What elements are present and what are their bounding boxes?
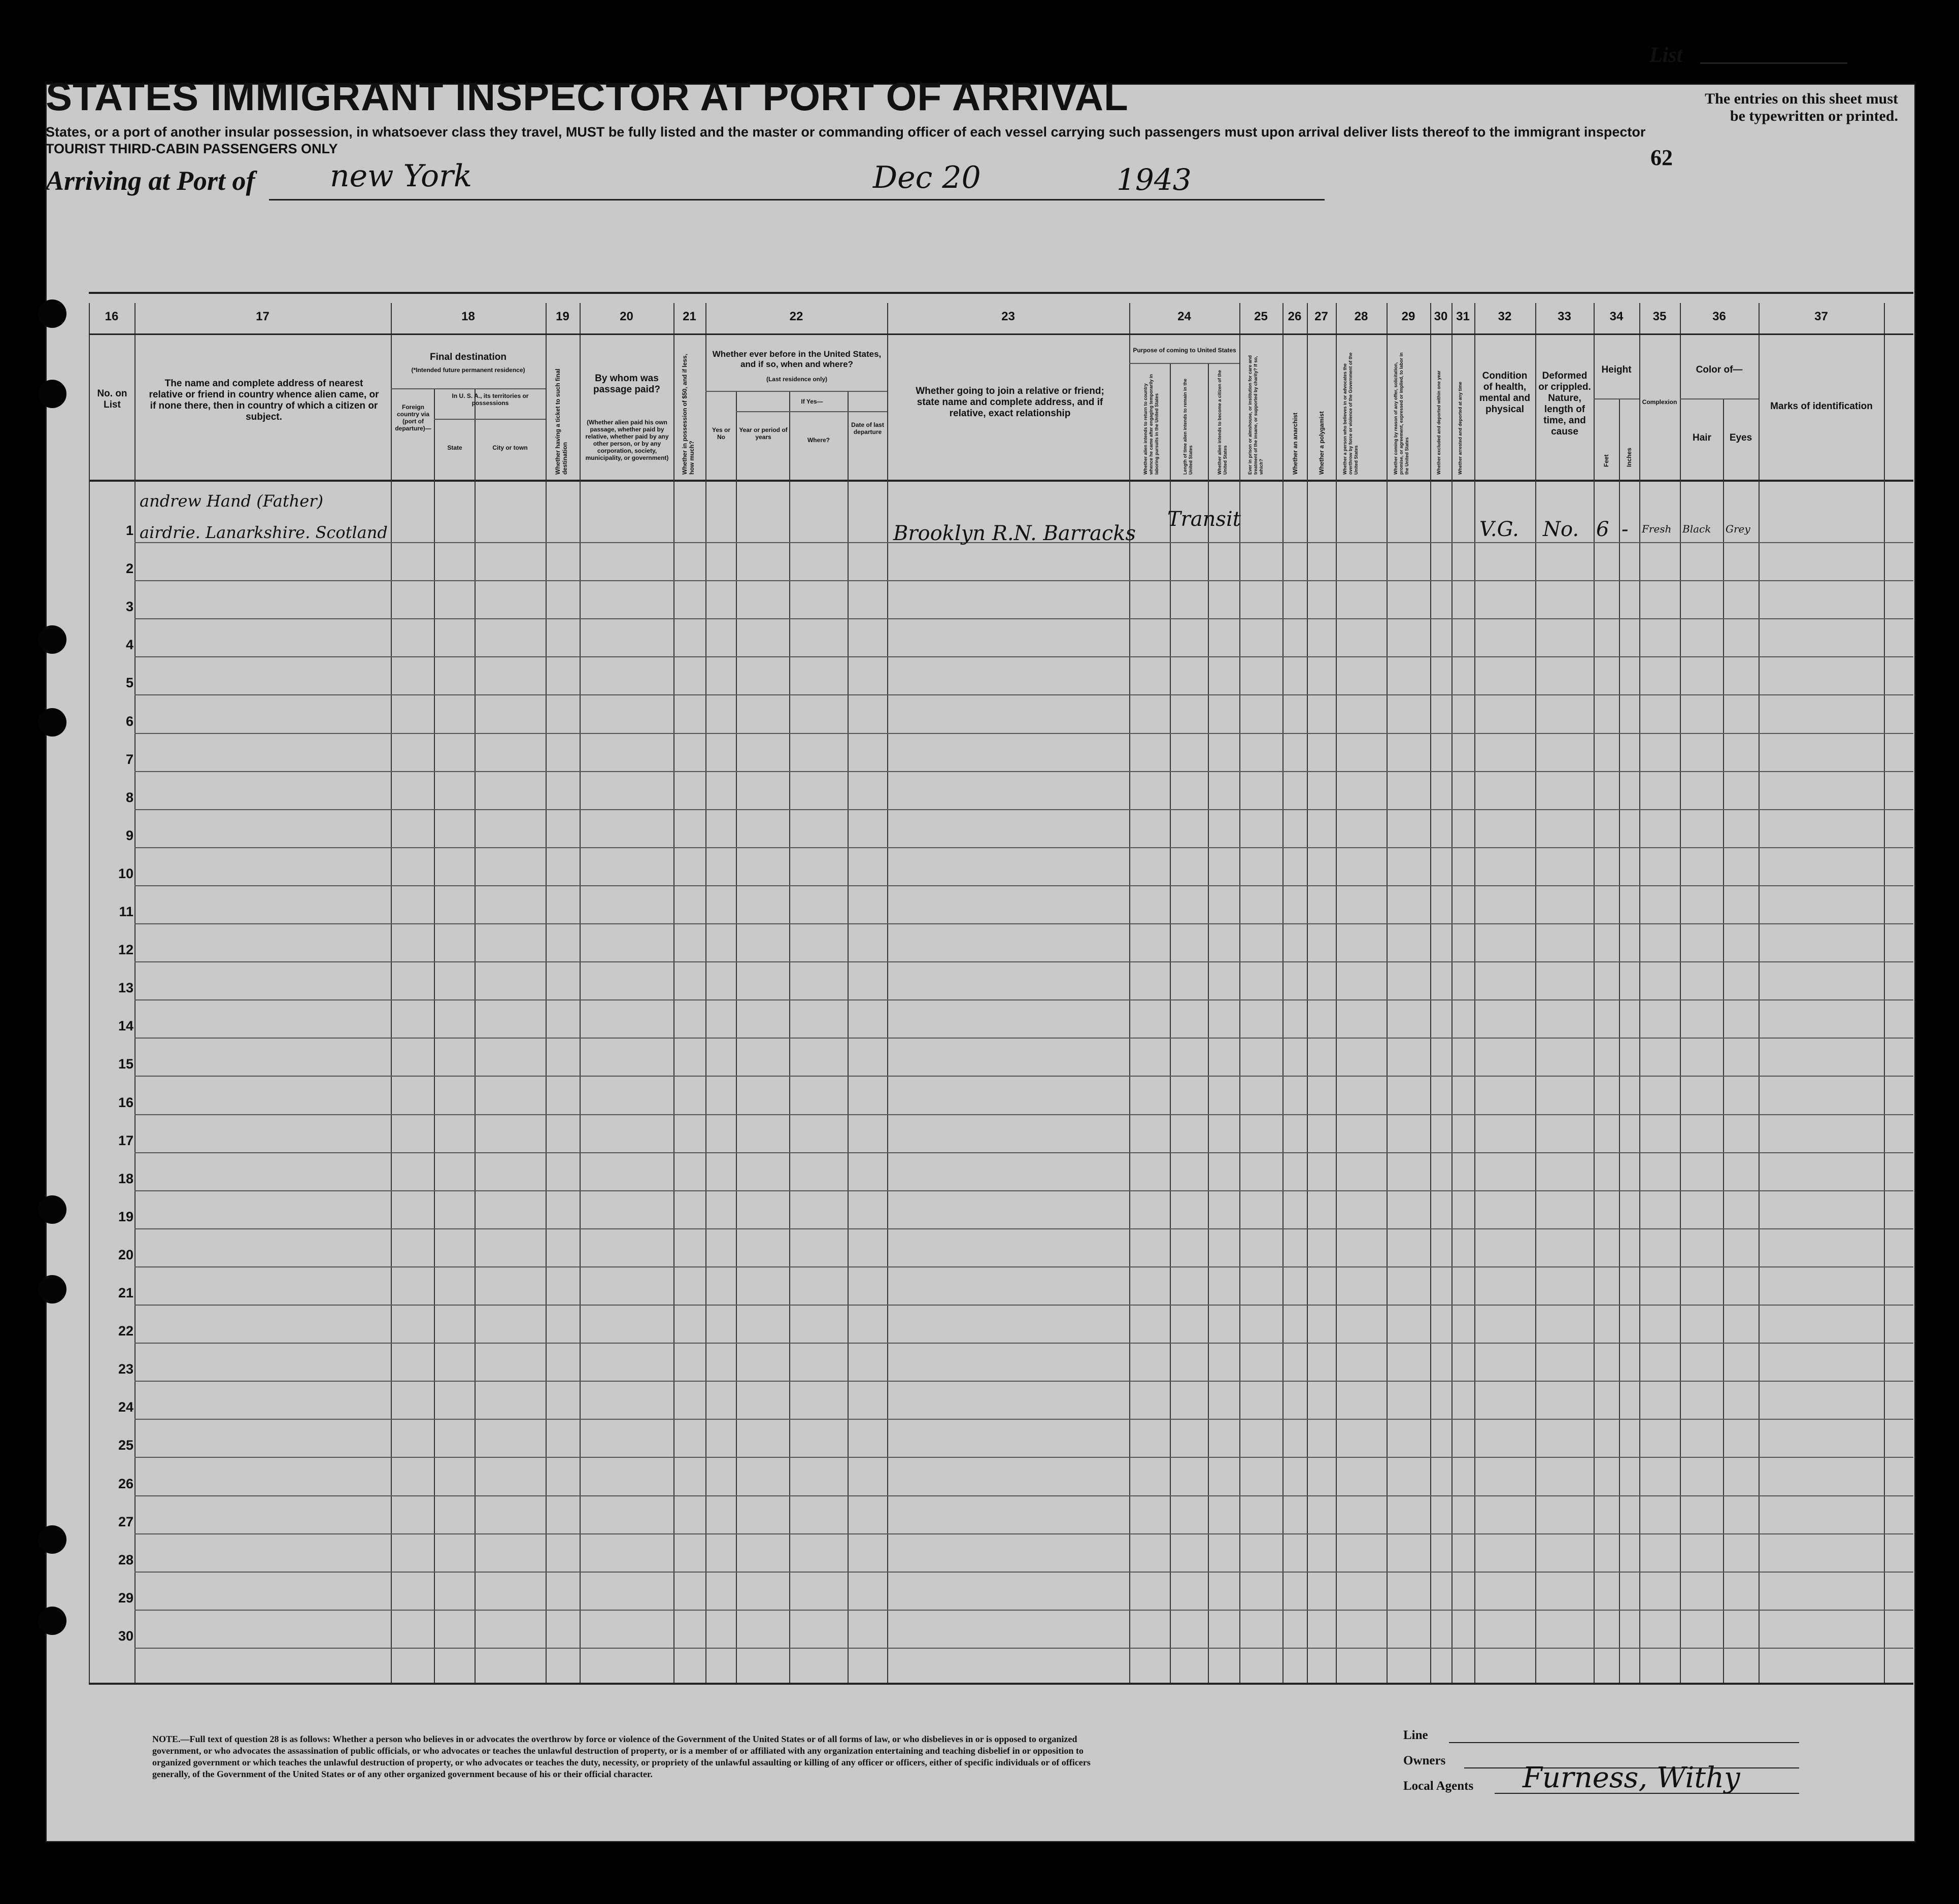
row-rule — [134, 1343, 1913, 1344]
header-marks: Marks of identification — [1770, 401, 1873, 412]
header-in-usa: In U. S. A., its territories or possessions — [452, 392, 529, 407]
row-rule — [134, 1266, 1913, 1267]
header-year-or-period: Year or period of years — [739, 426, 788, 441]
row-number: 23 — [118, 1361, 133, 1377]
header-last-residence: (Last residence only) — [766, 376, 828, 383]
row-rule — [134, 1419, 1913, 1420]
row-number: 10 — [118, 865, 133, 881]
row-number: 19 — [118, 1209, 133, 1224]
column-divider — [1759, 303, 1760, 1683]
row-number: 20 — [118, 1247, 133, 1262]
row-number: 24 — [118, 1399, 133, 1415]
row-rule — [134, 618, 1913, 619]
header-subrule — [1680, 398, 1759, 399]
header-subrule — [1594, 398, 1639, 399]
column-number: 20 — [620, 310, 633, 323]
column-divider — [1129, 303, 1130, 1683]
column-divider — [1723, 398, 1724, 1683]
binder-hole — [38, 708, 66, 737]
column-number: 27 — [1314, 310, 1328, 323]
row-rule — [134, 1038, 1913, 1039]
column-number: 32 — [1498, 310, 1512, 323]
column-number: 23 — [1001, 310, 1015, 323]
header-subrule — [391, 388, 546, 389]
port-handwritten: new York — [330, 158, 472, 194]
column-number: 25 — [1254, 310, 1268, 323]
row-rule — [134, 1228, 1913, 1229]
column-divider — [1884, 303, 1885, 1683]
header-joining-relative: Whether going to join a relative or friend; state name and complete address, and if relative, exact relationship — [916, 386, 1104, 419]
height-inches-entry: - — [1622, 518, 1629, 541]
header-state: State — [447, 444, 462, 451]
row-number: 26 — [118, 1476, 133, 1491]
row-number: 1 — [125, 523, 133, 538]
row-rule — [134, 580, 1913, 581]
condition-entry: V.G. — [1479, 518, 1519, 541]
header-subrule — [736, 411, 887, 412]
header-polygamist: Whether a polygamist — [1318, 411, 1325, 475]
column-divider — [848, 391, 849, 1683]
header-purpose: Purpose of coming to United States — [1133, 347, 1236, 354]
list-underline — [1700, 62, 1847, 64]
arriving-underline — [269, 199, 1325, 201]
line-underline — [1449, 1742, 1799, 1743]
header-relative-address: The name and complete address of nearest relative or friend in country whence alien came, or if none there, then in country of which a citizen or subject. — [149, 378, 379, 422]
header-condition: Condition of health, mental and physical — [1479, 371, 1531, 415]
column-number: 17 — [256, 310, 269, 323]
row-number: 22 — [118, 1323, 133, 1339]
header-height: Height — [1601, 364, 1632, 375]
year-handwritten: 1943 — [1117, 162, 1192, 197]
column-divider — [580, 303, 581, 1683]
row-rule — [134, 847, 1913, 848]
column-number: 37 — [1814, 310, 1828, 323]
column-number: 19 — [556, 310, 569, 323]
relative-name-entry: andrew Hand (Father) — [140, 491, 323, 511]
column-number: 35 — [1652, 310, 1667, 323]
column-number: 22 — [789, 310, 803, 323]
header-hair: Hair — [1693, 432, 1711, 443]
header-subrule — [705, 391, 887, 392]
column-divider — [1387, 303, 1388, 1683]
column-divider — [1336, 303, 1337, 1683]
header-foreign-country: Foreign country via (port of departure)— — [395, 404, 431, 432]
header-subrule — [434, 419, 546, 420]
header-by-whom-paid-note: (Whether alien paid his own passage, whether paid by relative, whether paid by any other person, or by any corporation, society, municipality, or government) — [585, 419, 669, 461]
row-number: 8 — [125, 789, 133, 805]
header-color-of: Color of— — [1696, 364, 1743, 375]
column-number: 31 — [1456, 310, 1470, 323]
arriving-label: Arriving at Port of — [46, 165, 255, 196]
column-number: 29 — [1401, 310, 1415, 323]
column-divider — [1639, 303, 1640, 1683]
row-rule — [134, 1648, 1913, 1649]
header-where: Where? — [807, 437, 830, 444]
header-subrule — [1129, 363, 1239, 364]
question-28-note: NOTE.—Full text of question 28 is as follows: Whether a person who believes in or advocates the overthrow by force or violence of the Government of the United States or of all forms of law, or who disbelieves in or is opposed to organized government, or who advocates the assassination of public officials, or who advocates or teaches the unlawful destruction of property, or is a member of or affiliated with any organization entertaining and teaching disbelief in or opposition to organized government or which teaches the unlawful destruction of property, or who advocates or teaches the duty, necessity, or propriety of the unlawful assaulting or killing of any officer or officers, either of specific individuals or of officers generally, of the Government of the United States or of any other organized government because of his or their official character. — [152, 1734, 1091, 1779]
header-complexion: Complexion — [1642, 398, 1677, 406]
row-number: 30 — [118, 1628, 133, 1644]
binder-hole — [38, 1195, 66, 1224]
owners-label: Owners — [1403, 1754, 1446, 1767]
header-no-on-list: No. on List — [97, 388, 127, 410]
agents-handwritten: Furness, Withy — [1523, 1761, 1740, 1794]
complexion-entry: Fresh — [1642, 523, 1672, 535]
row-rule — [134, 999, 1913, 1000]
row-rule — [134, 1076, 1913, 1077]
header-final-destination-note: (*Intended future permanent residence) — [411, 366, 525, 374]
binder-hole — [38, 1275, 66, 1304]
row-number: 14 — [118, 1018, 133, 1034]
column-divider — [546, 303, 547, 1683]
row-number: 28 — [118, 1552, 133, 1567]
header-prison: Ever in prison or almshouse, or institution for care and treatment of the insane, or supported by charity? If so, which? — [1247, 355, 1264, 475]
deformed-entry: No. — [1543, 518, 1579, 541]
column-divider — [1430, 303, 1431, 1683]
column-divider — [705, 303, 706, 1683]
column-number: 24 — [1177, 310, 1191, 323]
row-rule — [134, 1305, 1913, 1306]
header-q29: Whether coming by reason of any offer, solicitation, promise, or agreement, expressed or implied, to labor in the United States — [1393, 352, 1409, 475]
column-divider — [673, 303, 674, 1683]
row-number: 2 — [125, 561, 133, 577]
column-divider — [1282, 303, 1284, 1683]
row-rule — [134, 656, 1913, 657]
header-ticket: Whether having a ticket to such final destination — [554, 369, 568, 475]
row-number: 21 — [118, 1285, 133, 1300]
row-number: 3 — [125, 599, 133, 615]
row-rule — [134, 733, 1913, 734]
list-instruction: be typewritten or printed. — [1730, 108, 1898, 124]
date-handwritten: Dec 20 — [873, 160, 981, 195]
row-number: 29 — [118, 1590, 133, 1606]
binder-hole — [38, 1607, 66, 1635]
column-divider — [1535, 303, 1536, 1683]
column-number: 26 — [1288, 310, 1302, 323]
row-rule — [134, 1495, 1913, 1496]
table-bottom-rule — [89, 1683, 1913, 1685]
row-number: 15 — [118, 1056, 133, 1072]
row-number: 11 — [119, 904, 133, 919]
column-number: 36 — [1712, 310, 1726, 323]
row-number: 5 — [125, 675, 133, 691]
header-purpose-return: Whether alien intends to return to country whence he came after engaging temporarily in laboring pursuits in the United States — [1143, 374, 1159, 475]
header-number-rule — [89, 333, 1913, 335]
row-rule — [134, 885, 1913, 886]
column-divider — [1594, 303, 1595, 1683]
row-rule — [134, 1381, 1913, 1382]
column-divider — [134, 303, 136, 1683]
list-number: 62 — [1650, 145, 1673, 170]
row-rule — [134, 1533, 1913, 1534]
row-number: 18 — [118, 1171, 133, 1186]
subtitle-instructions: States, or a port of another insular possession, in whatsoever class they travel, MUST be fully listed and the master or commanding officer of each vessel carrying such passengers must upon arrival deliver lists thereof to the immigrant inspector — [46, 124, 1646, 140]
header-final-destination: Final destination — [430, 352, 506, 362]
subtitle-class: TOURIST THIRD-CABIN PASSENGERS ONLY — [46, 141, 338, 156]
list-instruction: The entries on this sheet must — [1705, 90, 1898, 107]
column-divider — [1170, 363, 1171, 1683]
row-rule — [134, 1114, 1913, 1115]
column-divider — [1208, 363, 1209, 1683]
row-rule — [134, 961, 1913, 962]
binder-hole — [38, 625, 66, 654]
header-yes-or-no: Yes or No — [712, 426, 731, 441]
column-divider — [887, 303, 888, 1683]
header-ever-before: Whether ever before in the United States, and if so, when and where? — [712, 349, 882, 369]
row-rule — [134, 694, 1913, 695]
row-number: 6 — [125, 713, 133, 729]
row-number: 12 — [118, 942, 133, 958]
column-number: 16 — [105, 310, 119, 323]
page-title: STATES IMMIGRANT INSPECTOR AT PORT OF ARRIVAL — [46, 74, 1129, 119]
header-by-whom-paid: By whom was passage paid? — [593, 373, 660, 395]
manifest-sheet — [46, 84, 1915, 1842]
eyes-entry: Grey — [1726, 523, 1750, 535]
column-divider — [1451, 303, 1453, 1683]
column-divider — [1307, 303, 1308, 1683]
row-rule — [134, 1572, 1913, 1573]
height-feet-entry: 6 — [1596, 518, 1609, 541]
header-eyes: Eyes — [1729, 432, 1752, 443]
joining-relative-entry: Brooklyn R.N. Barracks — [893, 522, 1136, 545]
column-number: 21 — [683, 310, 696, 323]
line-label: Line — [1403, 1728, 1428, 1742]
header-feet: Feet — [1603, 454, 1610, 467]
hair-entry: Black — [1682, 523, 1711, 535]
column-divider — [1680, 303, 1681, 1683]
header-fifty-dollars: Whether in possession of $50, and if less, how much? — [681, 353, 695, 475]
column-divider — [1619, 398, 1620, 1683]
header-inches: Inches — [1626, 447, 1633, 467]
header-anarchist: Whether an anarchist — [1292, 412, 1299, 475]
row-number: 4 — [125, 637, 133, 653]
header-q30: Whether excluded and deported within one year — [1436, 370, 1441, 475]
binder-hole — [38, 380, 66, 408]
header-date-last-departure: Date of last departure — [851, 421, 884, 436]
list-label: List — [1649, 44, 1683, 67]
header-purpose-length: Length of time alien intends to remain in the United States — [1183, 378, 1193, 475]
column-divider — [1474, 303, 1475, 1683]
column-divider — [475, 388, 476, 1683]
header-q31: Whether arrested and deported at any time — [1458, 381, 1463, 475]
header-deformed: Deformed or crippled. Nature, length of time, and cause — [1538, 371, 1591, 437]
row-number: 17 — [118, 1132, 133, 1148]
row-rule — [134, 809, 1913, 810]
row-number: 16 — [118, 1094, 133, 1110]
column-divider — [89, 303, 90, 1683]
column-divider — [789, 391, 790, 1683]
header-q28: Whether a person who believes in or advocates the overthrow by force or violence of the Government of the United States — [1342, 352, 1359, 475]
column-number: 18 — [461, 310, 475, 323]
column-divider — [434, 388, 435, 1683]
table-top-rule — [89, 292, 1913, 294]
row-rule — [134, 1152, 1913, 1153]
row-number: 9 — [125, 827, 133, 843]
row-rule — [134, 1457, 1913, 1458]
binder-hole — [38, 299, 66, 328]
column-divider — [736, 391, 737, 1683]
row-rule — [134, 923, 1913, 924]
column-divider — [391, 303, 392, 1683]
header-city-or-town: City or town — [492, 444, 528, 451]
column-number: 30 — [1434, 310, 1448, 323]
row-number: 25 — [118, 1438, 133, 1453]
row-rule — [134, 1610, 1913, 1611]
relative-address-entry: airdrie. Lanarkshire. Scotland — [140, 523, 388, 542]
row-number: 27 — [118, 1514, 133, 1529]
row-rule — [134, 1190, 1913, 1191]
column-number: 33 — [1558, 310, 1571, 323]
column-number: 28 — [1354, 310, 1368, 323]
binder-hole — [38, 1525, 66, 1554]
header-if-yes: If Yes— — [801, 398, 823, 405]
column-number: 34 — [1609, 310, 1624, 323]
row-number: 7 — [125, 751, 133, 767]
row-number: 13 — [118, 980, 133, 996]
row-rule — [134, 771, 1913, 772]
header-purpose-citizen: Whether alien intends to become a citizen of the United States — [1217, 370, 1228, 475]
agents-label: Local Agents — [1403, 1779, 1474, 1793]
purpose-entry: Transit — [1167, 508, 1241, 531]
